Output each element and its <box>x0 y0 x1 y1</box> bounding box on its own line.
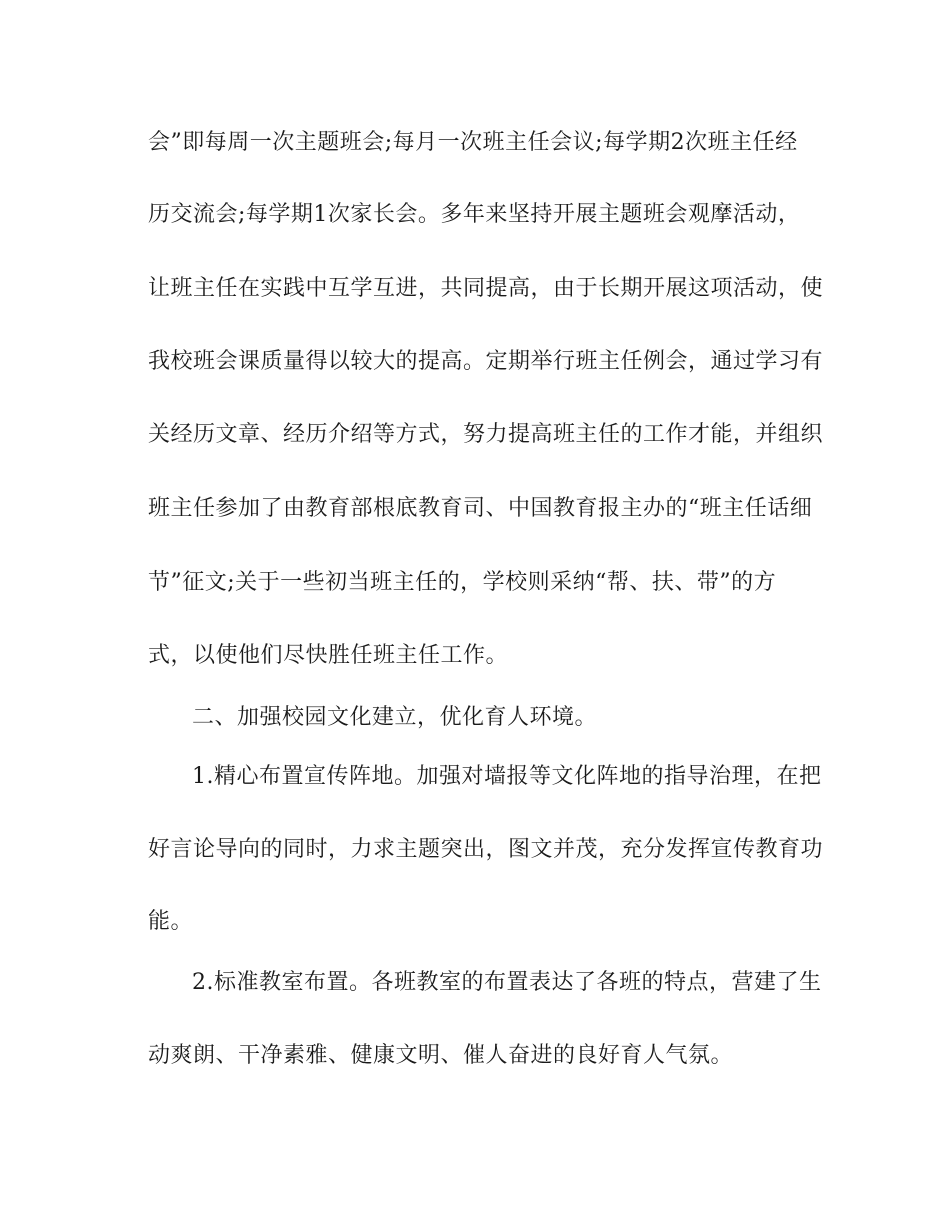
paragraph-line: 我校班会课质量得以较大的提高。定期举行班主任例会，通过学习有 <box>148 349 824 374</box>
paragraph-line: 班主任参加了由教育部根底教育司、中国教育报主办的“班主任话细 <box>148 496 813 521</box>
paragraph-line: 式，以使他们尽快胜任班主任工作。 <box>148 643 509 668</box>
section-heading: 二、加强校园文化建立，优化育人环境。 <box>192 705 598 730</box>
paragraph-line: 好言论导向的同时，力求主题突出，图文并茂，充分发挥宣传教育功 <box>148 837 824 862</box>
paragraph-line: 节”征文;关于一些初当班主任的，学校则采纳“帮、扶、带”的方 <box>148 570 777 595</box>
paragraph-line: 能。 <box>148 909 194 934</box>
paragraph-line: 让班主任在实践中互学互进，共同提高，由于长期开展这项活动，使 <box>148 276 824 301</box>
paragraph-line: 历交流会;每学期1次家长会。多年来坚持开展主题班会观摩活动， <box>148 202 801 227</box>
paragraph-line: 关经历文章、经历介绍等方式，努力提高班主任的工作才能，并组织 <box>148 422 824 447</box>
paragraph-line: 1.精心布置宣传阵地。加强对墙报等文化阵地的指导治理，在把 <box>192 764 822 789</box>
paragraph-line: 会”即每周一次主题班会;每月一次班主任会议;每学期2次班主任经 <box>148 130 798 155</box>
paragraph-line: 动爽朗、干净素雅、健康文明、催人奋进的良好育人气氛。 <box>148 1043 734 1068</box>
paragraph-line: 2.标准教室布置。各班教室的布置表达了各班的特点，营建了生 <box>192 970 822 995</box>
